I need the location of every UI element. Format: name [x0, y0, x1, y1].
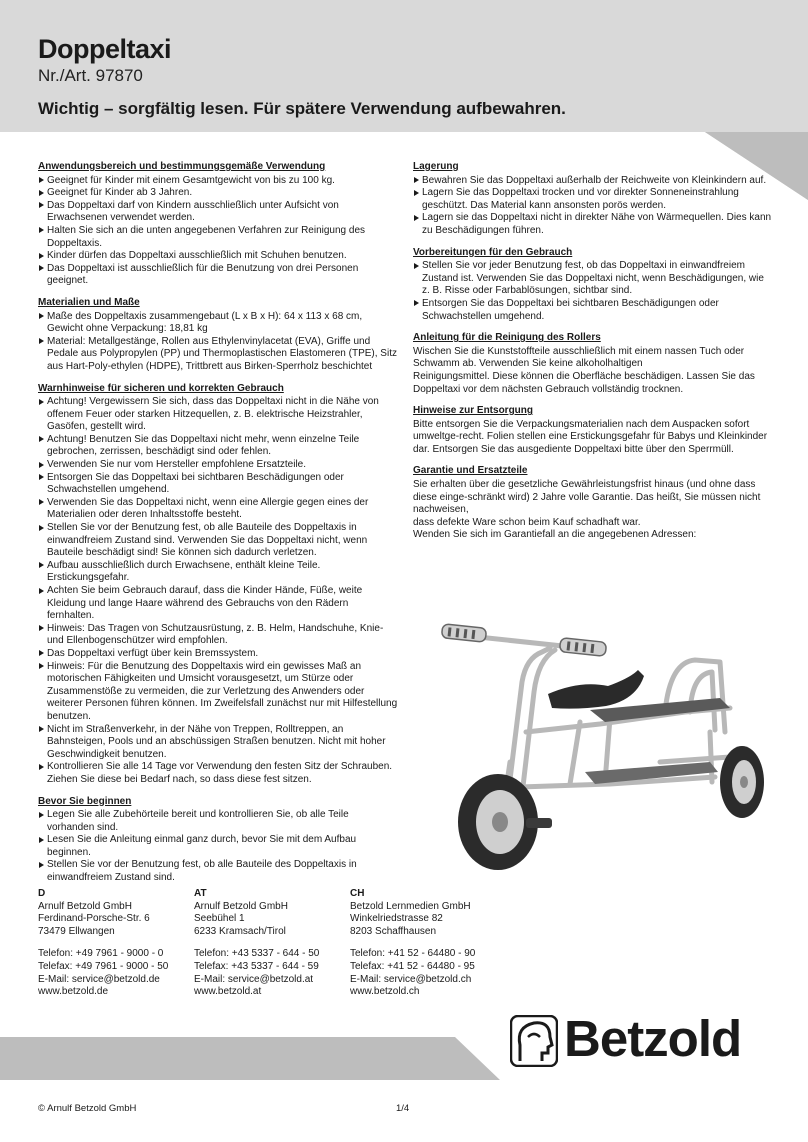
bullet-list [38, 311, 398, 374]
section-title: Anleitung für die Reinigung des Rollers [413, 332, 601, 344]
bullet-item: Entsorgen Sie das Doppeltaxi bei sichtbaren Beschädigungen oder Schwachstellen umgehend. [413, 298, 773, 323]
betzold-logo [510, 1010, 772, 1067]
bullet-item: Bewahren Sie das Doppeltaxi außerhalb der Reichweite von Kleinkindern auf. [413, 175, 773, 188]
city: 6233 Kramsach/Tirol [194, 925, 286, 937]
paragraph: Wenden Sie sich im Garantiefall an die angegebenen Adressen: [413, 529, 697, 541]
section-title: Materialien und Maße [38, 296, 140, 308]
section [413, 405, 773, 456]
phone: Telefon: +43 5337 - 644 - 50 [194, 948, 320, 960]
paragraph: dass defekte Ware schon beim Kauf schadhaft war. [413, 516, 641, 528]
section-title: Bevor Sie beginnen [38, 795, 132, 807]
website: www.betzold.at [194, 986, 262, 998]
bullet-item: Entsorgen Sie das Doppeltaxi bei sichtbaren Beschädigungen oder Schwachstellen umgehend. [38, 472, 398, 497]
bullet-item: Achtung! Vergewissern Sie sich, dass das Doppeltaxi nicht in die Nähe von offenem Feuer oder starken Hitzequellen, z. B. elektrische Heizstrahler, Gasöfen, gestellt wird. [38, 396, 398, 434]
betzold-head-logo-icon [510, 1015, 558, 1067]
section-title: Vorbereitungen für den Gebrauch [413, 246, 573, 258]
bullet-item: Verwenden Sie das Doppeltaxi nicht, wenn eine Allergie gegen eines der Materialien oder deren Inhaltsstoffe besteht. [38, 497, 398, 522]
city: 73479 Ellwangen [38, 925, 115, 937]
section-title: Warnhinweise für sicheren und korrekten Gebrauch [38, 382, 284, 394]
address-austria [194, 888, 344, 999]
page-number: 1/4 [396, 1103, 410, 1114]
country-code: D [38, 888, 46, 899]
bullet-item: Geeignet für Kinder mit einem Gesamtgewicht von bis zu 100 kg. [38, 175, 398, 188]
paragraph: Sie erhalten über die gesetzliche Gewährleistungsfrist hinaus (und ohne dass diese einge-schränkt wird) 2 Jahre volle Garantie. Das heißt, Sie müssen nicht nachweisen, [413, 479, 761, 516]
bullet-item: Das Doppeltaxi verfügt über kein Bremssystem. [38, 648, 398, 661]
section [413, 247, 773, 324]
copyright: © Arnulf Betzold GmbH [38, 1103, 137, 1114]
section-title: Anwendungsbereich und bestimmungsgemäße Verwendung [38, 161, 326, 172]
fax: Telefax: +43 5337 - 644 - 59 [194, 960, 319, 972]
section [38, 796, 398, 885]
section-title: Garantie und Ersatzteile [413, 465, 528, 477]
double-tricycle-illustration [430, 612, 780, 874]
bullet-item: Hinweis: Das Tragen von Schutzausrüstung, z. B. Helm, Handschuhe, Knie- und Ellenbogenschützer wird empfohlen. [38, 623, 398, 648]
fax: Telefax: +49 7961 - 9000 - 50 [38, 960, 169, 972]
bullet-item: Geeignet für Kinder ab 3 Jahren. [38, 187, 398, 200]
section [38, 383, 398, 787]
address-switzerland [350, 888, 500, 999]
city: 8203 Schaffhausen [350, 925, 437, 937]
bullet-list [413, 175, 773, 238]
street: Seebühel 1 [194, 913, 245, 925]
fax: Telefax: +41 52 - 64480 - 95 [350, 960, 475, 972]
section [413, 332, 773, 396]
bullet-item: Stellen Sie vor jeder Benutzung fest, ob das Doppeltaxi in einwandfreiem Zustand ist. Verwenden Sie das Doppeltaxi nicht, wenn Beschädigungen, wie z. B. Risse oder Farbablösungen, sichtbar sind. [413, 260, 773, 298]
website: www.betzold.de [38, 986, 109, 998]
bullet-item: Kinder dürfen das Doppeltaxi ausschließlich mit Schuhen benutzen. [38, 250, 398, 263]
left-column [38, 161, 398, 894]
bullet-item: Verwenden Sie nur vom Hersteller empfohlene Ersatzteile. [38, 459, 398, 472]
company-name: Arnulf Betzold GmbH [194, 900, 288, 912]
logo-wordmark: Betzold [564, 1010, 742, 1067]
email: E-Mail: service@betzold.at [194, 973, 314, 985]
website: www.betzold.ch [350, 986, 420, 998]
bullet-item: Material: Metallgestänge, Rollen aus Ethylenvinylacetat (EVA), Griffe und Pedale aus Polypropylen (PP) und Thermoplastischen Elastomeren (TPE), Sitz aus Hart-Poly-ethylen (HDPE), Trittbrett aus Birken-Sperrholz beschichtet [38, 336, 398, 374]
street: Winkelriedstrasse 82 [350, 913, 443, 925]
email: E-Mail: service@betzold.de [38, 973, 160, 985]
country-code: CH [350, 888, 365, 899]
bullet-item: Das Doppeltaxi darf von Kindern ausschließlich unter Aufsicht von Erwachsenen verwendet werden. [38, 200, 398, 225]
article-number: Nr./Art. 97870 [38, 66, 143, 85]
bullet-item: Hinweis: Für die Benutzung des Doppeltaxis wird ein gewisses Maß an motorischen Fähigkeiten und Umsicht vorausgesetzt, um Stürze oder Zusammenstöße zu vermeiden, die zur Verletzung des Anwenders oder weiterer Personen führen können. Im Zweifelsfall zunächst nur mit Hilfestellung benutzen. [38, 661, 398, 724]
section-title: Lagerung [413, 161, 459, 172]
section-title: Hinweise zur Entsorgung [413, 405, 534, 417]
bullet-item: Lagern Sie das Doppeltaxi trocken und vor direkter Sonneneinstrahlung geschützt. Das Material kann ansonsten porös werden. [413, 187, 773, 212]
bullet-item: Nicht im Straßenverkehr, in der Nähe von Treppen, Rolltreppen, an Bahnsteigen, Pools und an abschüssigen Straßen benutzen. Nicht mit hoher Geschwindigkeit benutzen. [38, 724, 398, 762]
section [38, 161, 398, 288]
bullet-item: Legen Sie alle Zubehörteile bereit und kontrollieren Sie, ob alle Teile vorhanden sind. [38, 809, 398, 834]
bullet-item: Achtung! Benutzen Sie das Doppeltaxi nicht mehr, wenn einzelne Teile gebrochen, zerrissen, beschädigt sind oder fehlen. [38, 434, 398, 459]
paragraph: Bitte entsorgen Sie die Verpackungsmaterialien nach dem Auspacken sofort umweltge-recht. Folien stellen eine Erstickungsgefahr für Babys und Kleinkinder dar. Entsorgen Sie das ausgediente Doppeltaxi bitte über den Sperrmüll. [413, 418, 768, 455]
bullet-item: Das Doppeltaxi ist ausschließlich für die Benutzung von drei Personen geeignet. [38, 263, 398, 288]
address-germany [38, 888, 188, 999]
company-name: Arnulf Betzold GmbH [38, 900, 132, 912]
bullet-item: Stellen Sie vor der Benutzung fest, ob alle Bauteile des Doppeltaxis in einwandfreiem Zustand sind. Verwenden Sie das Doppeltaxi nicht, wenn Bauteile beschädigt sind! Sie können sich dadurch verletzen. [38, 522, 398, 560]
right-column [413, 161, 773, 551]
bullet-list [413, 260, 773, 323]
section [413, 465, 773, 542]
email: E-Mail: service@betzold.ch [350, 973, 472, 985]
bullet-item: Halten Sie sich an die unten angegebenen Verfahren zur Reinigung des Doppeltaxis. [38, 225, 398, 250]
country-code: AT [194, 888, 207, 899]
section [413, 161, 773, 238]
paragraph: Wischen Sie die Kunststoffteile ausschließlich mit einem nassen Tuch oder Schwamm ab. Verwenden Sie keine alkoholhaltigen [413, 345, 745, 370]
bullet-list [38, 175, 398, 288]
section [38, 297, 398, 374]
bullet-list [38, 809, 398, 885]
bullet-item: Lesen Sie die Anleitung einmal ganz durch, bevor Sie mit dem Aufbau beginnen. [38, 834, 398, 859]
bullet-item: Maße des Doppeltaxis zusammengebaut (L x B x H): 64 x 113 x 68 cm, Gewicht ohne Verpackung: 18,81 kg [38, 311, 398, 336]
bullet-item: Achten Sie beim Gebrauch darauf, dass die Kinder Hände, Füße, weite Kleidung und lange Haare während des Gebrauchs von den Rädern fernhalten. [38, 585, 398, 623]
paragraph: Reinigungsmittel. Diese können die Oberfläche beschädigen. Lassen Sie das Doppeltaxi vor dem nächsten Gebrauch vollständig trocknen. [413, 370, 755, 395]
phone: Telefon: +41 52 - 64480 - 90 [350, 948, 476, 960]
company-name: Betzold Lernmedien GmbH [350, 900, 471, 912]
bullet-item: Lagern sie das Doppeltaxi nicht in direkter Nähe von Wärmequellen. Dies kann zu Beschädigungen führen. [413, 212, 773, 237]
phone: Telefon: +49 7961 - 9000 - 0 [38, 948, 164, 960]
important-notice: Wichtig – sorgfältig lesen. Für spätere Verwendung aufbewahren. [38, 99, 566, 118]
bullet-list [38, 396, 398, 786]
bullet-item: Kontrollieren Sie alle 14 Tage vor Verwendung den festen Sitz der Schrauben. Ziehen Sie diese bei Bedarf nach, so dass diese fest sitzen. [38, 761, 398, 786]
bullet-item: Stellen Sie vor der Benutzung fest, ob alle Bauteile des Doppeltaxis in einwandfreiem Zustand sind. [38, 859, 398, 884]
street: Ferdinand-Porsche-Str. 6 [38, 913, 150, 925]
page-title: Doppeltaxi [38, 34, 172, 64]
bullet-item: Aufbau ausschließlich durch Erwachsene, enthält kleine Teile. Erstickungsgefahr. [38, 560, 398, 585]
